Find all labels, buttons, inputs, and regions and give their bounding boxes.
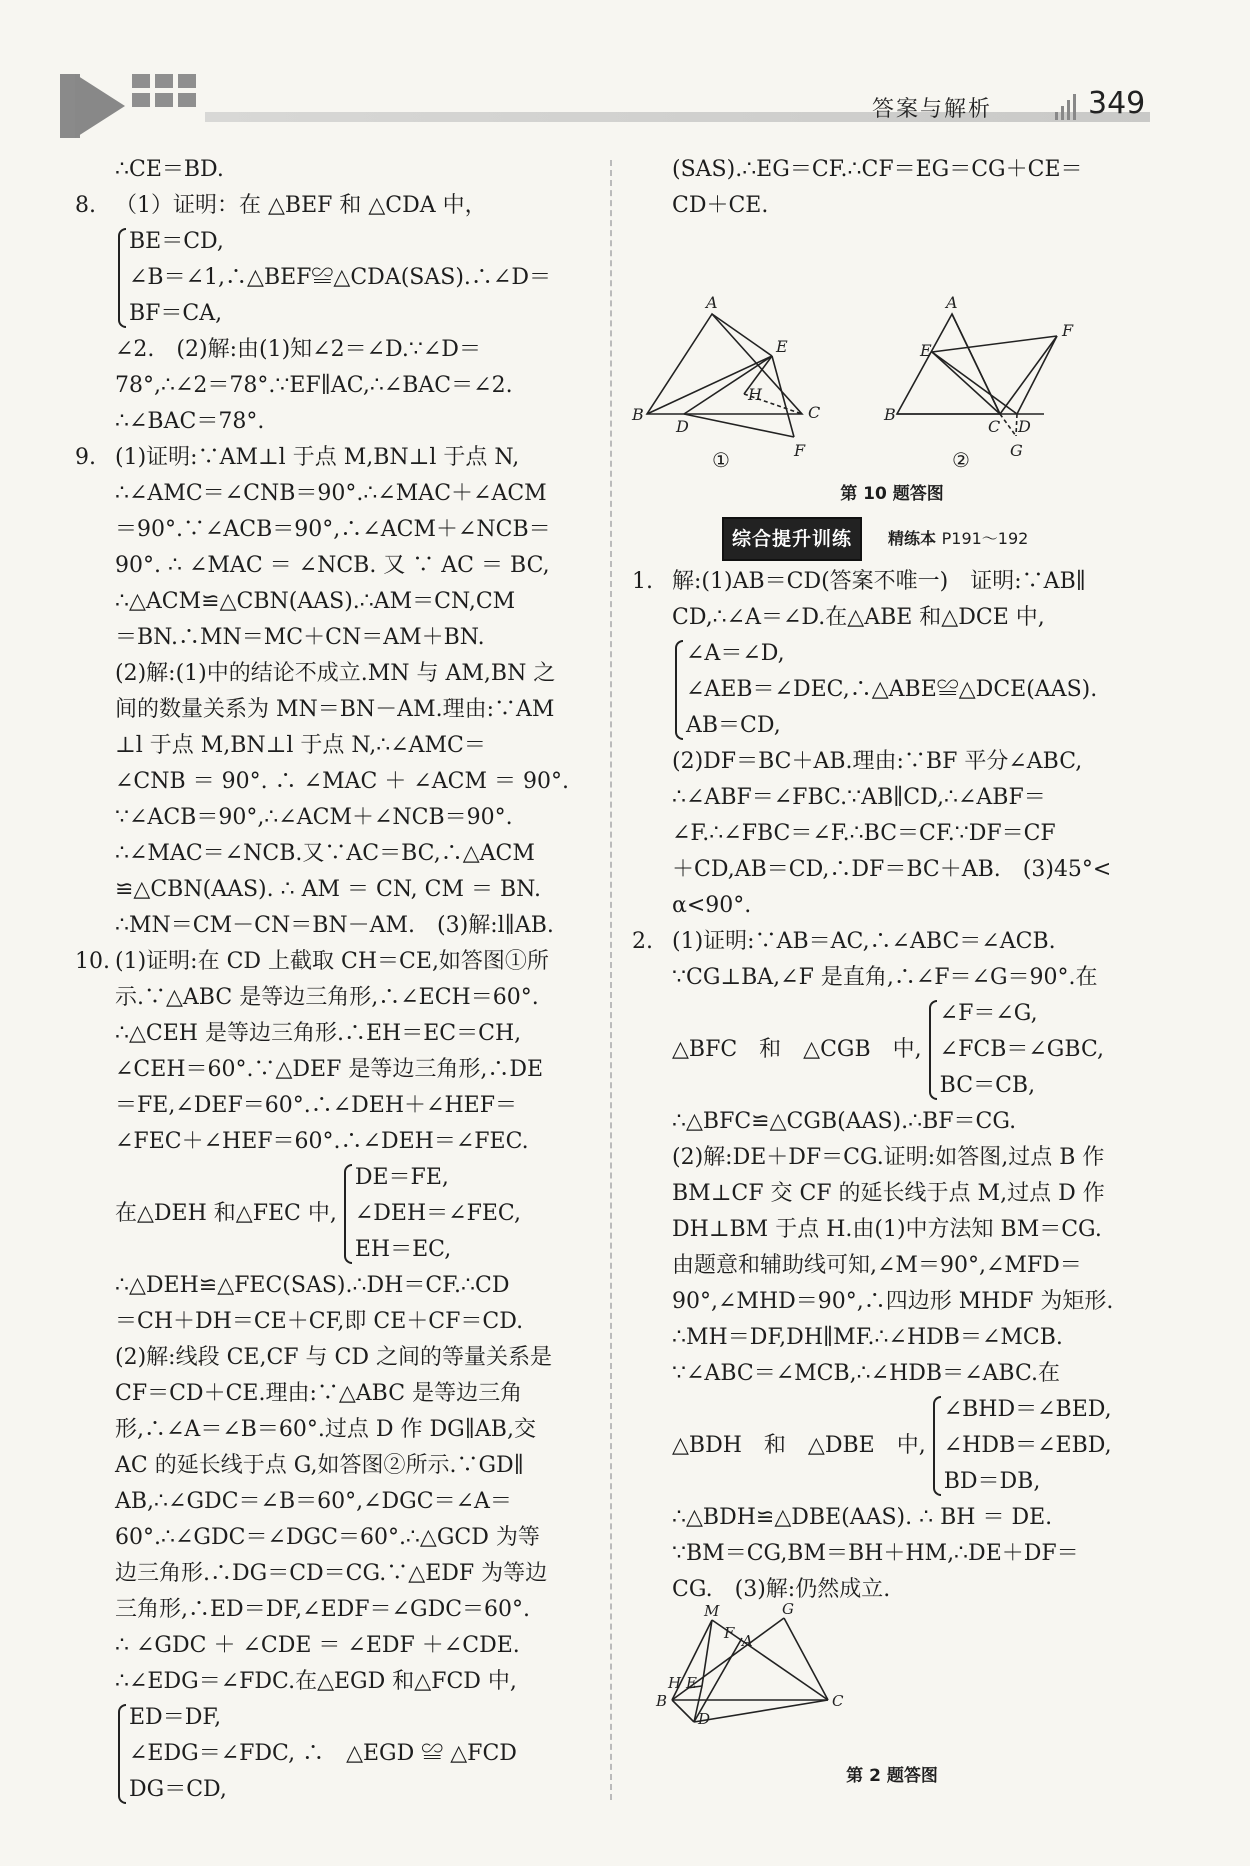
system-row: DG＝CD, — [129, 1777, 227, 1802]
problem-number: 8. — [75, 193, 96, 218]
label-E2: E — [920, 341, 932, 360]
text-line: ∠F.∴∠FBC＝∠F.∴BC＝CF.∵DF＝CF — [672, 821, 1056, 846]
label-D: D — [698, 1710, 711, 1728]
text-line: ∠CEH＝60°.∵△DEF 是等边三角形,∴DE — [115, 1057, 544, 1082]
problem-number: 1. — [632, 569, 653, 594]
text-line: (2)DF＝BC＋AB.理由:∵BF 平分∠ABC, — [672, 749, 1083, 774]
text-line: (SAS).∴EG＝CF.∴CF＝EG＝CG＋CE＝ — [672, 157, 1083, 182]
label-C2: C — [988, 417, 1001, 436]
label-B2: B — [884, 405, 896, 424]
label-F2: F — [1062, 321, 1074, 340]
system-row: ∠EDG＝∠FDC, ∴ △EGD ≌ △FCD — [129, 1741, 517, 1766]
text-line: ∴△DEH≌△FEC(SAS).∴DH＝CF.∴CD — [115, 1273, 510, 1298]
ref-label: 精练本 — [888, 529, 937, 548]
label-M: M — [704, 1602, 720, 1620]
left-column — [75, 152, 595, 1808]
text-line — [75, 188, 595, 224]
label-F1: F — [794, 441, 806, 460]
label-C1: C — [808, 403, 821, 422]
text-line: 三角形,∴ED＝DF,∠EDF＝∠GDC＝60°. — [115, 1597, 531, 1622]
label-E: E — [686, 1674, 697, 1692]
label-B: B — [656, 1692, 668, 1710]
system-row: EH＝EC, — [354, 1237, 452, 1262]
text-line: ＝CH＋DH＝CE＋CF,即 CE＋CF＝CD. — [115, 1309, 524, 1334]
text-line: ＋CD,AB＝CD,∴DF＝BC＋AB. (3)45°< — [672, 857, 1112, 882]
page-number: 349 — [1088, 86, 1146, 121]
text-line: AB,∴∠GDC＝∠B＝60°,∠DGC＝∠A＝ — [115, 1489, 512, 1514]
equation-system — [75, 1700, 595, 1808]
figure-10-diagram — [632, 224, 1152, 460]
equation-system — [632, 1392, 1152, 1500]
text-line: ∠2. (2)解:由(1)知∠2＝∠D.∵∠D＝ — [115, 337, 481, 362]
text-line: ∴△BDH≌△DBE(AAS). ∴ BH ＝ DE. — [672, 1505, 1053, 1530]
label-D2: D — [1018, 417, 1031, 436]
label-G: G — [782, 1600, 794, 1618]
brace-system — [930, 1392, 1112, 1500]
text-line: ＝FE,∠DEF＝60°.∴∠DEH＋∠HEF＝ — [115, 1093, 517, 1118]
text-line: CF＝CD＋CE.理由:∵△ABC 是等边三角 — [115, 1381, 523, 1406]
label-D1: D — [676, 417, 689, 436]
text-line: α<90°. — [672, 893, 752, 918]
text-line: CG. (3)解:仍然成立. — [672, 1577, 891, 1602]
text-line: ∠CNB ＝ 90°. ∴ ∠MAC ＋ ∠ACM ＝ 90°. — [115, 769, 569, 794]
section-reference — [888, 521, 1028, 557]
brace-system — [672, 636, 1152, 744]
equation-system — [75, 224, 595, 332]
page-header — [0, 0, 1250, 140]
text-line — [632, 564, 1152, 600]
text-line: ∴ ∠GDC ＋ ∠CDE ＝ ∠EDF ＋∠CDE. — [115, 1633, 520, 1658]
text-line: AC 的延长线于点 G,如答图②所示.∵GD∥ — [115, 1453, 524, 1478]
text-line: ∴△BFC≌△CGB(AAS).∴BF＝CG. — [672, 1109, 1017, 1134]
text: (1)证明:∵AM⊥l 于点 M,BN⊥l 于点 N, — [115, 445, 520, 470]
text-line: ∴∠BAC＝78°. — [115, 409, 265, 434]
text-line: (2)解:线段 CE,CF 与 CD 之间的等量关系是 — [115, 1345, 553, 1370]
text-line: BM⊥CF 交 CF 的延长线于点 M,过点 D 作 — [672, 1181, 1105, 1206]
section-title: 答案与解析 — [872, 97, 993, 122]
figure-10-caption: 第 10 题答图 — [840, 484, 944, 504]
text-line: 形,∴∠A＝∠B＝60°.过点 D 作 DG∥AB,交 — [115, 1417, 536, 1442]
text-line: ＝BN.∴MN＝MC＋CN＝AM＋BN. — [115, 625, 485, 650]
text-line: ∴CE＝BD. — [115, 157, 224, 182]
text: （1）证明：在 △BEF 和 △CDA 中， — [115, 193, 487, 218]
text-line: 78°,∴∠2＝78°.∵EF∥AC,∴∠BAC＝∠2. — [115, 373, 513, 398]
figure-2-caption: 第 2 题答图 — [846, 1766, 938, 1786]
text-line: ⊥l 于点 M,BN⊥l 于点 N,∴∠AMC＝ — [115, 733, 486, 758]
text: (1)证明:在 CD 上截取 CH＝CE,如答图①所 — [115, 949, 549, 974]
label-E1: E — [776, 337, 788, 356]
system-row: ∠HDB＝∠EBD, — [943, 1433, 1112, 1458]
column-divider — [610, 160, 612, 1800]
text-line: CD＋CE. — [672, 193, 769, 218]
text-line: CD,∴∠A＝∠D.在△ABE 和△DCE 中, — [672, 605, 1045, 630]
label-A2: A — [946, 293, 958, 312]
header-arrow-icon — [75, 74, 125, 138]
bars-icon — [1055, 92, 1079, 120]
problem-number: 9. — [75, 445, 96, 470]
text-line: ∴△CEH 是等边三角形.∴EH＝EC＝CH, — [115, 1021, 522, 1046]
right-column — [632, 152, 1152, 1796]
section-title-box: 综合提升训练 — [722, 517, 862, 561]
system-row: BD＝DB, — [943, 1469, 1041, 1494]
text-line: 90°,∠MHD＝90°,∴四边形 MHDF 为矩形. — [672, 1289, 1114, 1314]
system-row: ∠AEB＝∠DEC,∴△ABE≌△DCE(AAS). — [686, 677, 1098, 702]
text-line: ≌△CBN(AAS). ∴ AM ＝ CN, CM ＝ BN. — [115, 877, 542, 902]
header-squares-icon — [132, 74, 196, 107]
equation-system — [75, 1160, 595, 1268]
text: 解:(1)AB＝CD(答案不唯一) 证明:∵AB∥ — [672, 569, 1086, 594]
system-row: ED＝DF, — [129, 1705, 222, 1730]
text-line: ∴∠MAC＝∠NCB.又∵AC＝BC,∴△ACM — [115, 841, 535, 866]
system-row: ∠FCB＝∠GBC, — [939, 1037, 1104, 1062]
figure-10 — [632, 224, 1152, 460]
brace-system — [115, 1700, 595, 1808]
label-A: A — [742, 1632, 753, 1650]
brace-system — [926, 996, 1104, 1104]
text-line: ∵∠ABC＝∠MCB,∴∠HDB＝∠ABC.在 — [672, 1361, 1061, 1386]
system-row: BE＝CD, — [129, 229, 224, 254]
equation-system — [632, 996, 1152, 1104]
problem-number: 10. — [75, 949, 110, 974]
text-line: ∵BM＝CG,BM＝BH＋HM,∴DE＋DF＝ — [672, 1541, 1079, 1566]
system-row: DE＝FE, — [354, 1165, 449, 1190]
text-line: ＝90°.∵∠ACB＝90°,∴∠ACM＋∠NCB＝ — [115, 517, 551, 542]
problem-number: 2. — [632, 929, 653, 954]
label-C: C — [832, 1692, 844, 1710]
system-row: ∠BHD＝∠BED, — [943, 1397, 1112, 1422]
text-line: (2)解:(1)中的结论不成立.MN 与 AM,BN 之 — [115, 661, 556, 686]
figure-marker-2: ② — [952, 448, 970, 472]
text-line: DH⊥BM 于点 H.由(1)中方法知 BM＝CG. — [672, 1217, 1102, 1242]
brace-system — [341, 1160, 521, 1268]
system-lead: △BFC 和 △CGB 中, — [672, 1037, 922, 1062]
system-lead: △BDH 和 △DBE 中, — [672, 1433, 926, 1458]
text-line: ∠FEC＋∠HEF＝60°.∴∠DEH＝∠FEC. — [115, 1129, 529, 1154]
system-row: BC＝CB, — [939, 1073, 1036, 1098]
figure-2 — [632, 1600, 1152, 1778]
section-header — [632, 514, 1152, 564]
text-line: ∴MH＝DF,DH∥MF.∴∠HDB＝∠MCB. — [672, 1325, 1063, 1350]
text-line: 由题意和辅助线可知,∠M＝90°,∠MFD＝ — [672, 1253, 1082, 1278]
system-row: ∠DEH＝∠FEC, — [354, 1201, 521, 1226]
triangle-abc — [647, 314, 802, 414]
figure-10-markers — [632, 436, 1152, 474]
text-line: ∴∠ABF＝∠FBC.∵AB∥CD,∴∠ABF＝ — [672, 785, 1046, 810]
text-line: ∵∠ACB＝90°,∴∠ACM＋∠NCB＝90°. — [115, 805, 513, 830]
text-line: ∴∠AMC＝∠CNB＝90°.∴∠MAC＋∠ACM — [115, 481, 547, 506]
text-line: ∴MN＝CM－CN＝BN－AM. (3)解:l∥AB. — [115, 913, 554, 938]
text-line: 间的数量关系为 MN＝BN－AM.理由:∵AM — [115, 697, 555, 722]
label-A1: A — [706, 293, 718, 312]
figure-2-diagram — [632, 1600, 1152, 1738]
label-F: F — [724, 1624, 735, 1642]
text-line: 60°.∴∠GDC＝∠DGC＝60°.∴△GCD 为等 — [115, 1525, 540, 1550]
system-row: BF＝CA, — [129, 301, 223, 326]
equation-system — [632, 636, 1152, 744]
brace-system — [115, 224, 595, 332]
text-line: ∴△ACM≌△CBN(AAS).∴AM＝CN,CM — [115, 589, 516, 614]
text: (1)证明:∵AB＝AC,∴∠ABC＝∠ACB. — [672, 929, 1056, 954]
header-rule — [205, 112, 1150, 122]
text-line: ∴∠EDG＝∠FDC.在△EGD 和△FCD 中, — [115, 1669, 517, 1694]
label-H: H — [668, 1674, 682, 1692]
text-line: 90°. ∴ ∠MAC ＝ ∠NCB. 又 ∵ AC ＝ BC, — [115, 553, 550, 578]
text-line — [75, 944, 595, 980]
system-lead: 在△DEH 和△FEC 中, — [115, 1201, 337, 1226]
text-line: (2)解:DE＋DF＝CG.证明:如答图,过点 B 作 — [672, 1145, 1105, 1170]
figure-marker-1: ① — [712, 448, 730, 472]
text-line — [75, 440, 595, 476]
text-line: 边三角形.∴DG＝CD＝CG.∵△EDF 为等边 — [115, 1561, 548, 1586]
label-H: H — [748, 385, 762, 404]
text-line: ∵CG⊥BA,∠F 是直角,∴∠F＝∠G＝90°.在 — [672, 965, 1098, 990]
system-row: ∠B＝∠1,∴△BEF≌△CDA(SAS).∴∠D＝ — [129, 265, 551, 290]
label-G2: G — [1010, 441, 1023, 460]
system-row: ∠F＝∠G, — [939, 1001, 1038, 1026]
text-line — [632, 924, 1152, 960]
ref-pages: P191～192 — [941, 529, 1029, 548]
label-B1: B — [632, 405, 644, 424]
system-row: AB＝CD, — [686, 713, 781, 738]
system-row: ∠A＝∠D, — [686, 641, 785, 666]
text-line: 示.∵△ABC 是等边三角形,∴∠ECH＝60°. — [115, 985, 539, 1010]
